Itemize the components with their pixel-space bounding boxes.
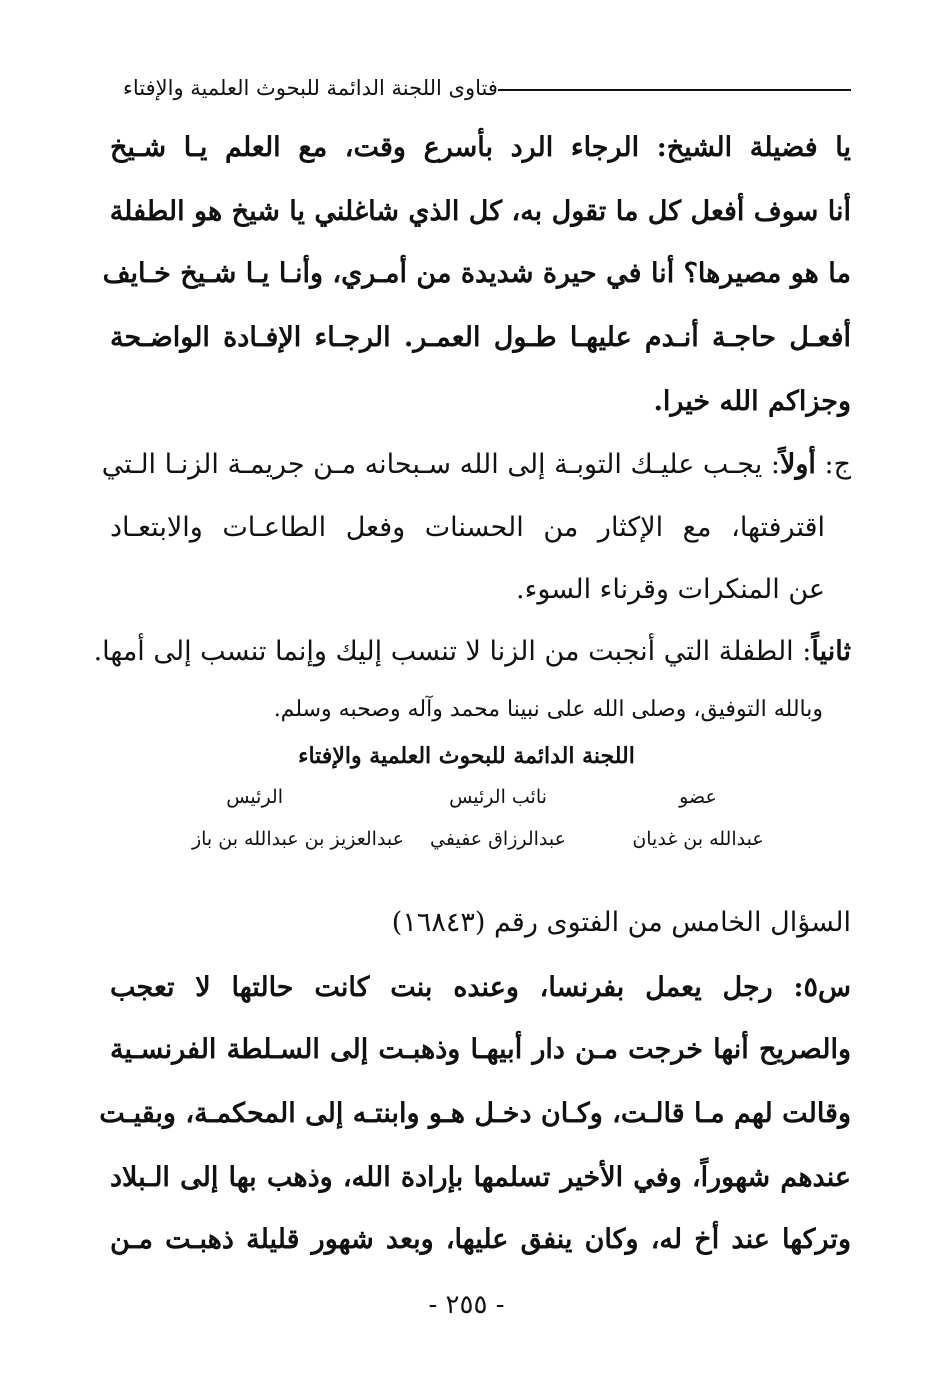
q5-line-5: وتركها عند أخ له، وكان ينفق عليها، وبعد شهور قليلة ذهبـت مـن bbox=[110, 1224, 851, 1255]
q5-line-2: والصريح أنها خرجت مـن دار أبيهـا وذهبـت إلى السـلطة الفرنسـية bbox=[110, 1034, 851, 1065]
answer-first-line-3: عن المنكرات وقرناء السوء. bbox=[516, 574, 825, 605]
answer-first-text: : يجـب عليـك التوبـة إلى الله سـبحانه مـن جريمـة الزنـا الـتي bbox=[101, 449, 780, 480]
question-line-5: وجزاكم الله خيرا. bbox=[653, 386, 851, 417]
signature-name: عبدالله بن غديان bbox=[632, 828, 764, 850]
answer-second-text: : الطفلة التي أنجبت من الزنا لا تنسب إليك وإنما تنسب إلى أمها. bbox=[93, 636, 812, 667]
signature-name: عبدالعزيز بن عبدالله بن باز bbox=[191, 828, 405, 850]
closing-prayer: وبالله التوفيق، وصلى الله على نبينا محمد وآله وصحبه وسلم. bbox=[273, 697, 823, 722]
q5-line-4: عندهم شهوراً، وفي الأخير تسلمها بإرادة الله، وذهب بها إلى الـبلاد bbox=[110, 1162, 851, 1193]
question-line-2: أنا سوف أفعل كل ما تقول به، كل الذي شاغلني يا شيخ هو الطفلة bbox=[109, 196, 851, 227]
answer-first-label: أولاً bbox=[779, 449, 816, 480]
header-rule bbox=[498, 89, 851, 91]
signature-role: الرئيس bbox=[226, 786, 283, 808]
answer-first-line bbox=[101, 445, 851, 485]
second-question-heading: السؤال الخامس من الفتوى رقم (١٦٨٤٣) bbox=[391, 907, 851, 938]
q5-line-1: س٥: رجل يعمل بفرنسا، وعنده بنت كانت حالتها لا تعجب bbox=[110, 972, 851, 1003]
answer-prefix: ج: bbox=[815, 449, 851, 480]
signature-deputy bbox=[383, 780, 613, 856]
answer-second-label: ثانياً bbox=[811, 636, 851, 667]
answer-second-line bbox=[94, 632, 851, 672]
running-header bbox=[115, 70, 851, 106]
signatures bbox=[190, 780, 813, 870]
signature-member bbox=[583, 780, 813, 856]
header-title: فتاوى اللجنة الدائمة للبحوث العلمية والإفتاء bbox=[123, 76, 498, 100]
question-line-1: يا فضيلة الشيخ: الرجاء الرد بأسرع وقت، مع العلم يـا شـيخ bbox=[110, 132, 851, 163]
signature-name: عبدالرزاق عفيفي bbox=[430, 828, 566, 850]
question-line-4: أفعـل حاجـة أنـدم عليهـا طـول العمـر. الرجـاء الإفـادة الواضـحة bbox=[110, 322, 851, 353]
q5-line-3: وقالت لهم مـا قالـت، وكـان دخـل هـو وابنتـه إلى المحكمـة، وبقيـت bbox=[99, 1098, 851, 1129]
question-line-3: ما هو مصيرها؟ أنا في حيرة شديدة من أمـري، وأنـا يـا شـيخ خـايف bbox=[102, 258, 851, 289]
page-number: - ٢٥٥ - bbox=[428, 1290, 505, 1320]
signature-president bbox=[183, 780, 413, 856]
answer-first-line-2: اقترفتها، مع الإكثار من الحسنات وفعل الطاعـات والابتعـاد bbox=[110, 512, 825, 543]
committee-name: اللجنة الدائمة للبحوث العلمية والإفتاء bbox=[298, 743, 635, 769]
signature-role: نائب الرئيس bbox=[449, 786, 547, 808]
signature-role: عضو bbox=[679, 786, 717, 808]
